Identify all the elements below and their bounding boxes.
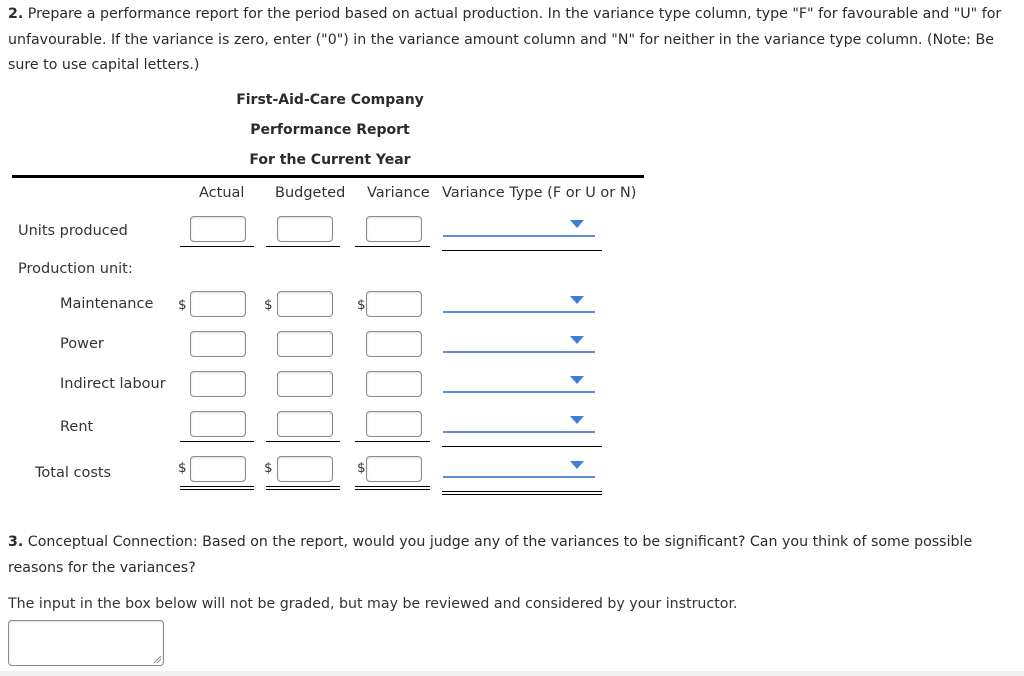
underline	[180, 246, 254, 247]
indirect-labour-budgeted-input[interactable]	[277, 371, 333, 397]
column-header-budgeted: Budgeted	[275, 185, 346, 201]
rent-actual-input[interactable]	[190, 411, 246, 437]
maintenance-variance-type-select[interactable]	[443, 311, 595, 313]
power-actual-input[interactable]	[190, 331, 246, 357]
maintenance-actual-input[interactable]	[190, 291, 246, 317]
column-header-actual: Actual	[199, 185, 245, 201]
currency-symbol: $	[178, 297, 187, 313]
underline	[180, 441, 254, 442]
underline	[355, 441, 430, 442]
currency-symbol: $	[357, 297, 366, 313]
maintenance-variance-input[interactable]	[366, 291, 422, 317]
currency-symbol: $	[357, 460, 366, 476]
double-underline	[442, 491, 602, 495]
maintenance-budgeted-input[interactable]	[277, 291, 333, 317]
row-label-maintenance: Maintenance	[60, 296, 154, 312]
row-label-production-unit: Production unit:	[18, 261, 133, 277]
row-label-units-produced: Units produced	[18, 223, 128, 239]
double-underline	[355, 486, 430, 490]
double-underline	[180, 486, 254, 490]
conceptual-response-textarea[interactable]	[8, 620, 164, 666]
report-title: Performance Report	[250, 122, 410, 138]
power-budgeted-input[interactable]	[277, 331, 333, 357]
underline	[266, 441, 340, 442]
units-produced-actual-input[interactable]	[190, 216, 246, 242]
underline	[355, 246, 430, 247]
chevron-down-icon[interactable]	[570, 416, 584, 424]
header-rule	[12, 175, 644, 178]
indirect-labour-variance-type-select[interactable]	[443, 391, 595, 393]
bottom-bar	[0, 671, 1024, 676]
resize-grip-icon[interactable]	[153, 655, 161, 663]
chevron-down-icon[interactable]	[570, 220, 584, 228]
question-3-text: Conceptual Connection: Based on the report, would you judge any of the variances to be significant? Can you think of some possible reasons for the variances?	[8, 534, 973, 576]
currency-symbol: $	[264, 297, 273, 313]
row-label-indirect-labour: Indirect labour	[60, 376, 166, 392]
chevron-down-icon[interactable]	[570, 376, 584, 384]
currency-symbol: $	[178, 460, 187, 476]
chevron-down-icon[interactable]	[570, 461, 584, 469]
underline	[442, 446, 602, 447]
units-produced-budgeted-input[interactable]	[277, 216, 333, 242]
rent-variance-input[interactable]	[366, 411, 422, 437]
question-2-instructions	[8, 2, 1018, 79]
company-name: First-Aid-Care Company	[236, 92, 424, 108]
total-costs-budgeted-input[interactable]	[277, 456, 333, 482]
total-costs-variance-type-select[interactable]	[443, 476, 595, 478]
ungraded-note: The input in the box below will not be graded, but may be reviewed and considered by your instructor.	[8, 596, 738, 612]
question-3-number: 3.	[8, 534, 24, 550]
question-2-number: 2.	[8, 6, 24, 22]
indirect-labour-variance-input[interactable]	[366, 371, 422, 397]
row-label-rent: Rent	[60, 419, 94, 435]
units-produced-variance-input[interactable]	[366, 216, 422, 242]
units-produced-variance-type-select[interactable]	[443, 235, 595, 237]
rent-budgeted-input[interactable]	[277, 411, 333, 437]
question-3-prompt	[8, 530, 1018, 581]
rent-variance-type-select[interactable]	[443, 431, 595, 433]
chevron-down-icon[interactable]	[570, 336, 584, 344]
column-header-variance-type: Variance Type (F or U or N)	[442, 185, 637, 201]
currency-symbol: $	[264, 460, 273, 476]
row-label-power: Power	[60, 336, 104, 352]
power-variance-type-select[interactable]	[443, 351, 595, 353]
report-period: For the Current Year	[249, 152, 411, 168]
indirect-labour-actual-input[interactable]	[190, 371, 246, 397]
double-underline	[266, 486, 340, 490]
total-costs-variance-input[interactable]	[366, 456, 422, 482]
row-label-total-costs: Total costs	[35, 465, 112, 481]
underline	[442, 250, 602, 251]
power-variance-input[interactable]	[366, 331, 422, 357]
underline	[266, 246, 340, 247]
chevron-down-icon[interactable]	[570, 296, 584, 304]
total-costs-actual-input[interactable]	[190, 456, 246, 482]
column-header-variance: Variance	[367, 185, 430, 201]
question-2-text: Prepare a performance report for the period based on actual production. In the variance type column, type "F" for favourable and "U" for unfavourable. If the variance is zero, enter ("0") in the variance amount column and "N" for neither in the variance type column. (Note: Be sure to use capital letters.)	[8, 6, 1002, 73]
